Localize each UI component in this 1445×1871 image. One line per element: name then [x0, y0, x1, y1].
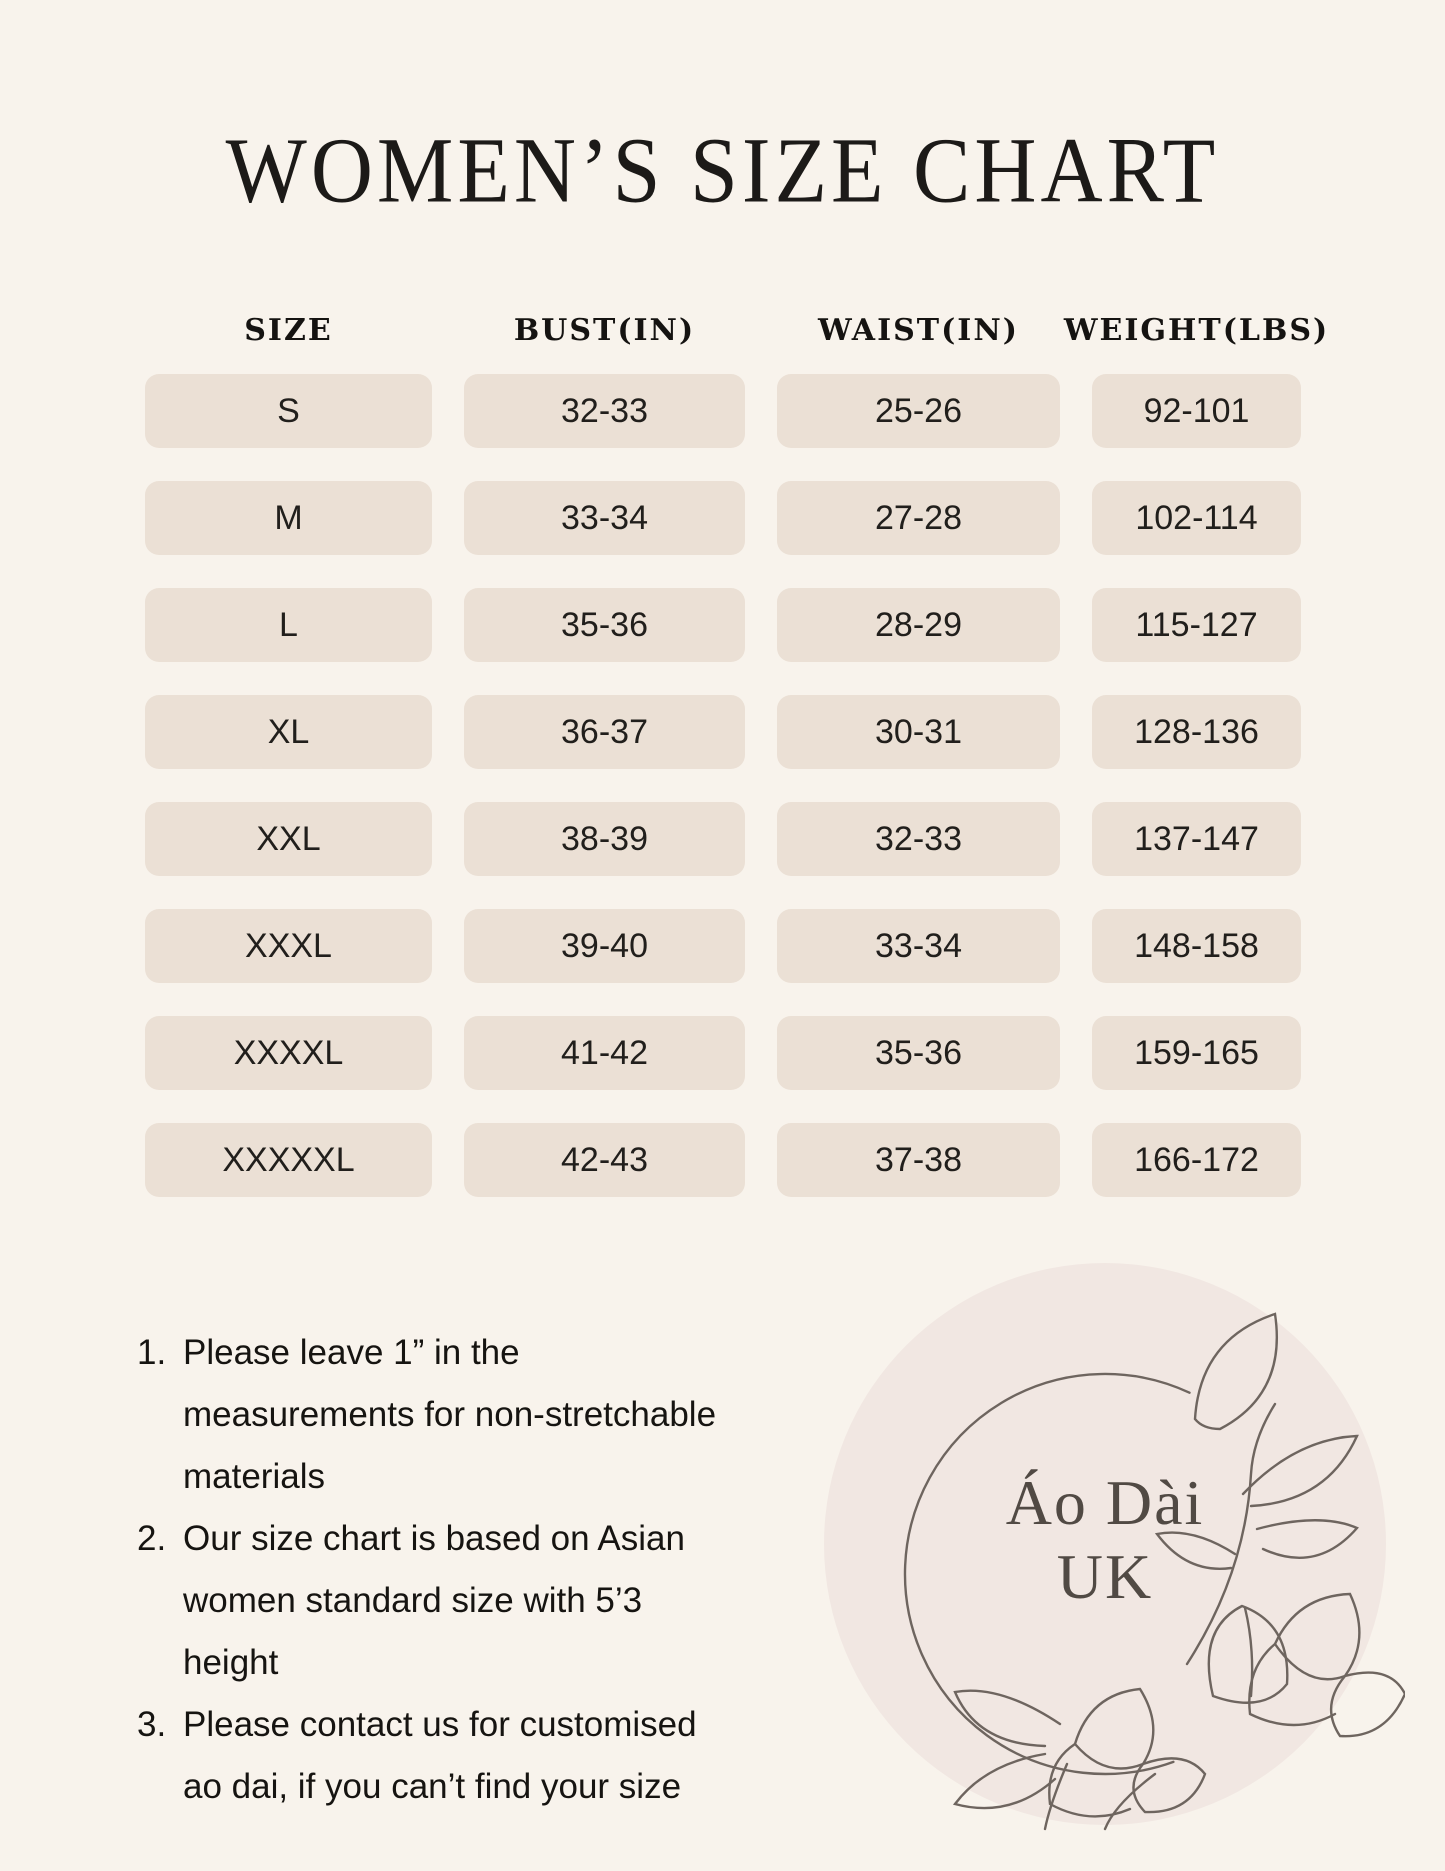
size-table-header-row: [145, 302, 1330, 358]
note-text: Please leave 1” in the measurements for non-stretchable materials: [183, 1333, 717, 1496]
note-number: 3.: [137, 1705, 167, 1744]
cell-size: S: [145, 374, 432, 448]
page-title: WOMEN’S SIZE CHART: [225, 118, 1220, 222]
cell-bust: 36-37: [464, 695, 745, 769]
cell-weight: 102-114: [1092, 481, 1301, 555]
cell-size: M: [145, 481, 432, 555]
cell-size: XXXXL: [145, 1016, 432, 1090]
cell-waist: 25-26: [777, 374, 1060, 448]
cell-size: XXXL: [145, 909, 432, 983]
column-header-weight: WEIGHT(LBS): [1063, 312, 1330, 348]
logo-brand-region: UK: [1056, 1541, 1154, 1612]
note-item: [137, 1508, 777, 1694]
cell-waist: 33-34: [777, 909, 1060, 983]
logo-brand-name: Áo Dài: [1005, 1467, 1205, 1538]
cell-waist: 37-38: [777, 1123, 1060, 1197]
note-item: [137, 1694, 777, 1818]
size-table: [145, 374, 1301, 1197]
note-text: Our size chart is based on Asian women standard size with 5’3 height: [183, 1519, 685, 1682]
notes-list: [137, 1322, 777, 1818]
column-header-waist: WAIST(IN): [818, 312, 1019, 348]
note-number: 1.: [137, 1333, 167, 1372]
cell-bust: 39-40: [464, 909, 745, 983]
column-header-bust: BUST(IN): [513, 312, 696, 348]
note-item: [137, 1322, 777, 1508]
cell-waist: 35-36: [777, 1016, 1060, 1090]
cell-waist: 28-29: [777, 588, 1060, 662]
cell-bust: 35-36: [464, 588, 745, 662]
cell-bust: 42-43: [464, 1123, 745, 1197]
cell-bust: 41-42: [464, 1016, 745, 1090]
cell-size: L: [145, 588, 432, 662]
cell-weight: 137-147: [1092, 802, 1301, 876]
column-header-size: SIZE: [244, 312, 333, 348]
cell-waist: 32-33: [777, 802, 1060, 876]
cell-bust: 38-39: [464, 802, 745, 876]
cell-weight: 159-165: [1092, 1016, 1301, 1090]
cell-size: XL: [145, 695, 432, 769]
note-number: 2.: [137, 1519, 167, 1558]
note-text: Please contact us for customised ao dai, if you can’t find your size: [183, 1705, 697, 1806]
cell-waist: 30-31: [777, 695, 1060, 769]
cell-weight: 128-136: [1092, 695, 1301, 769]
cell-size: XXXXXL: [145, 1123, 432, 1197]
cell-weight: 166-172: [1092, 1123, 1301, 1197]
brand-logo: [805, 1244, 1405, 1844]
cell-bust: 33-34: [464, 481, 745, 555]
cell-weight: 148-158: [1092, 909, 1301, 983]
cell-size: XXL: [145, 802, 432, 876]
cell-bust: 32-33: [464, 374, 745, 448]
cell-weight: 92-101: [1092, 374, 1301, 448]
cell-waist: 27-28: [777, 481, 1060, 555]
cell-weight: 115-127: [1092, 588, 1301, 662]
